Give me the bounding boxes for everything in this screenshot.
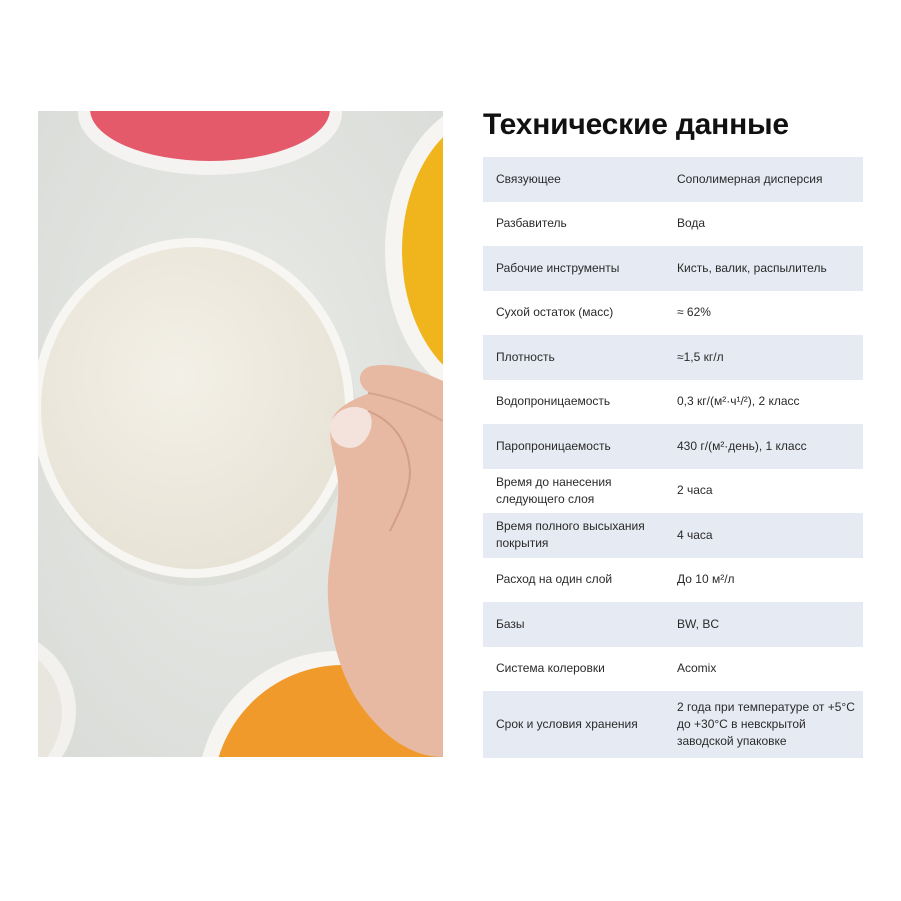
- spec-row-density: [483, 335, 863, 380]
- spec-row-tinting-system: [483, 647, 863, 692]
- spec-label: Расход на один слой: [496, 572, 613, 587]
- spec-value: ≈1,5 кг/л: [664, 335, 863, 380]
- spec-row-thinner: [483, 202, 863, 247]
- spec-value: 0,3 кг/(м²·ч¹/²), 2 класс: [677, 394, 800, 409]
- spec-row-storage: [483, 691, 863, 758]
- spec-value: Вода: [677, 216, 706, 231]
- spec-row-recoat-time: [483, 469, 863, 514]
- spec-label: Время полного высыхания покрытия: [483, 513, 664, 558]
- cream-paint-lid: [38, 238, 356, 586]
- spec-value: 430 г/(м²·день), 1 класс: [664, 424, 863, 469]
- spec-row-consumption: [483, 558, 863, 603]
- spec-value: Сополимерная дисперсия: [664, 157, 863, 202]
- spec-label: Разбавитель: [496, 216, 567, 231]
- spec-row-full-dry-time: [483, 513, 863, 558]
- technical-data-table: [483, 157, 863, 758]
- spec-value: Acomix: [677, 661, 717, 676]
- spec-value: 4 часа: [664, 513, 863, 558]
- spec-value: 2 часа: [677, 483, 713, 498]
- spec-label: Рабочие инструменты: [483, 246, 664, 291]
- spec-value: ≈ 62%: [677, 305, 711, 320]
- spec-label: Водопроницаемость: [496, 394, 611, 409]
- page-title: Технические данные: [483, 108, 789, 141]
- spec-value: BW, BC: [664, 602, 863, 647]
- spec-label: Паропроницаемость: [483, 424, 664, 469]
- spec-value: 2 года при температуре от +5°C до +30°C в невскрытой заводской упаковке: [664, 691, 863, 758]
- spec-value: Кисть, валик, распылитель: [664, 246, 863, 291]
- spec-label: Связующее: [483, 157, 664, 202]
- spec-label: Сухой остаток (масс): [496, 305, 614, 320]
- spec-row-water-permeability: [483, 380, 863, 425]
- spec-label: Система колеровки: [496, 661, 605, 676]
- spec-row-binder: [483, 157, 863, 202]
- spec-row-tools: [483, 246, 863, 291]
- spec-label: Плотность: [483, 335, 664, 380]
- spec-row-dry-residue: [483, 291, 863, 336]
- spec-row-bases: [483, 602, 863, 647]
- spec-label: Базы: [483, 602, 664, 647]
- spec-label: Срок и условия хранения: [483, 691, 664, 758]
- spec-value: До 10 м²/л: [677, 572, 735, 587]
- spec-row-vapor-permeability: [483, 424, 863, 469]
- paint-cans-photo: [38, 111, 443, 757]
- paint-cans-illustration: [38, 111, 443, 757]
- spec-label: Время до нанесения следующего слоя: [496, 474, 612, 506]
